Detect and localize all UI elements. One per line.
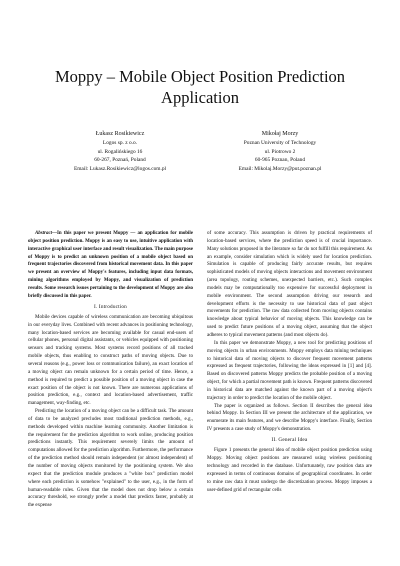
author-street: ul. Piotrowo 2 xyxy=(264,148,296,155)
paragraph: of some accuracy. This assumption is driven by practical requirements of location-based services, where the prediction speed is of crucial importance. Many solutions proposed in the literature so far do not fulfill this requirement. As an example, consider simulation which is widely used for location prediction. Simulation is capable of producing fairly accurate results, but requires sophisticated models of moving objects interactions and movement environment (area topology, routing schemes, unexpected barriers, etc.). Such complex models may be computationally too expensive for successful deployment in mobile environment. The second assumption driving our research and development efforts is the necessity to use historical data of past object movements for prediction. The raw data collected from moving objects contains knowledge about typical behavior of moving objects. This knowledge can be used to predict future positions of a moving object, assuming that the object adheres to typical movement patterns (and most objects do). xyxy=(207,230,372,338)
paper-title: Moppy – Mobile Object Position Prediction Application xyxy=(54,67,346,107)
author-block xyxy=(205,130,355,174)
abstract-label: Abstract xyxy=(35,231,53,236)
author-affiliation: Logos sp. z o.o. xyxy=(102,139,138,146)
author-email: Email: Mikolaj.Morzy@put.poznan.pl xyxy=(238,166,322,173)
author-email: Email: Lukasz.Rosikiewicz@logos.com.pl xyxy=(73,166,167,173)
abstract-text: —In this paper we present Moppy — an application for mobile object position prediction. Moppy is an easy to use, intuitive application with interactive graphical user interface and result visualization. The main purpose of Moppy is to predict an unknown position of a mobile object based on frequent trajectories discovered from historical movement data. In this paper we present an overview of Moppy's features, including input data formats, mining algorithms employed by Moppy, and visualization of prediction results. Some research issues pertaining to the development of Moppy are also briefly discussed in this paper. xyxy=(28,231,193,299)
left-column xyxy=(28,230,193,510)
author-city: 60-965 Poznan, Poland xyxy=(254,157,306,164)
author-block xyxy=(45,130,195,174)
author-street: ul. Rogalińskiego 16 xyxy=(97,148,143,155)
author-affiliation: Poznan University of Technology xyxy=(243,139,317,146)
paragraph: In this paper we demonstrate Moppy, a new tool for predicting positions of moving objects in urban environments. Moppy employs data mining techniques to historical data of moving objects to discover frequent movement patterns expressed as frequent trajectories, following the ideas expressed in [1] and [4]. Based on discovered patterns Moppy predicts the probable position of a moving object, for which a partial movement path is known. Frequent patterns discovered in historical data are matched against the known part of a moving object's trajectory in order to predict the location of the mobile object. xyxy=(207,339,372,401)
abstract xyxy=(28,230,193,301)
section-heading-general-idea: II. General Idea xyxy=(271,437,308,444)
paragraph: Mobile devices capable of wireless communication are becoming ubiquitous in our everyday lives. Combined with recent advances in positioning technology, many location-based services are becoming available for casual end-users of cellular phones, personal digital assistants, or vehicles equipped with positioning sensors and tracking systems. Most systems record positions of all tracked mobile objects, thus enabling to construct paths of moving objects. Due to several reasons (e.g., power loss or communication failure), an exact location of a moving object can remain unknown for a certain period of time. Hence, a method is required to predict a possible position of a moving object in case the exact position of the object is not known. There are numerous applications of position prediction, e.g., context and location-based advertisement, traffic management, way-finding, etc. xyxy=(28,313,193,407)
author-name: Łukasz Rosikiewicz xyxy=(95,131,145,137)
paragraph: Predicting the location of a moving object can be a difficult task. The amount of data to be analyzed precludes most traditional prediction methods, e.g., methods developed within machine learning community. Another limitation is the requirement for the prediction algorithm to work online, producing position predictions instantly. This requirement severely limits the amount of computations allowed for the prediction algorithm. Furthermore, the performance of the prediction method should remain independent (or almost independent) of the number of moving objects monitored by the positioning system. We also expect that the prediction module produces a "white box" prediction model where each prediction is somehow "explained" to the user, e.g., in the form of human-readable rules. Given that the model does not drop below a certain accuracy threshold, we strongly prefer a model that predicts faster, probably at the expense xyxy=(28,408,193,509)
right-column xyxy=(207,230,372,494)
author-city: 60-267, Poznań, Poland xyxy=(94,157,146,164)
section-heading-introduction: I. Introduction xyxy=(94,304,127,311)
paragraph: The paper is organized as follows. Section II describes the general idea behind Moppy. In Section III we present the architecture of the application, we enumerate its main features, and we describe Moppy's interface. Finally, Section IV presents a case study of Moppy's demonstration. xyxy=(207,402,372,433)
author-name: Mikołaj Morzy xyxy=(261,131,299,137)
paragraph: Figure 1 presents the general idea of mobile object position prediction using Moppy. Moving object positions are measured using wireless positioning technology and recorded in the database. Unfortunately, raw position data are expressed in terms of continuous domains of geographical coordinates. In order to mine raw data it must undergo the discretization process. Moppy imposes a user-defined grid of rectangular cells xyxy=(207,447,372,493)
